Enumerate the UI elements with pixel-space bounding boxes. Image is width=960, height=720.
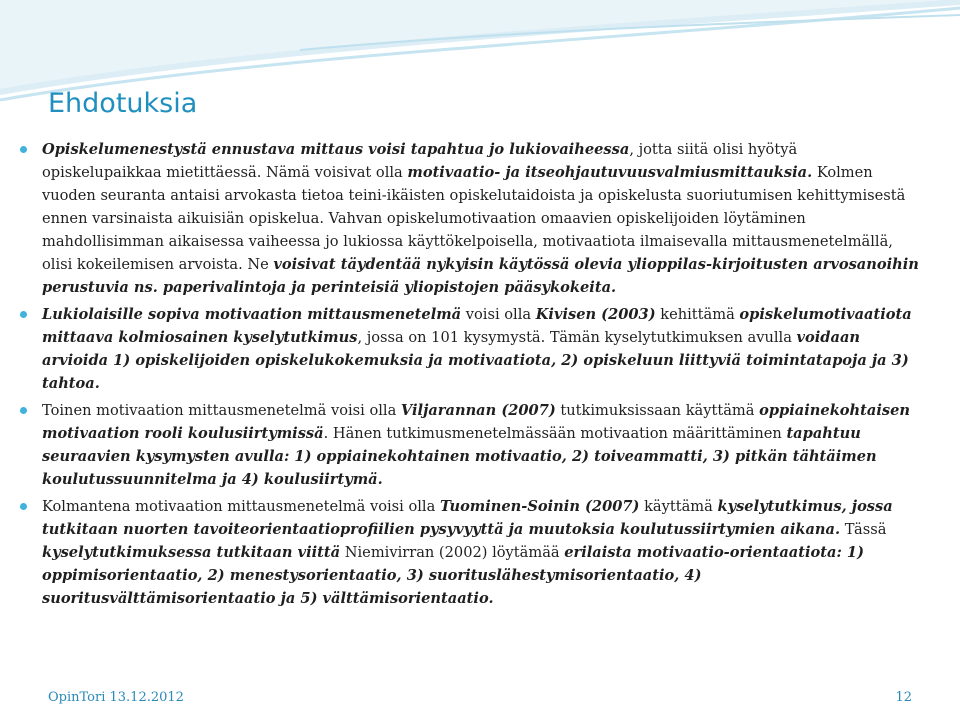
bullet-paragraph [20,303,920,395]
text-segment: erilaista motivaatio-orientaatiota: 1) oppimisorientaatio, 2) menestysorientaatio, 3) suorituslähestymisorientaatio, 4) suoritusvälttämisorientaatio ja 5) välttämisorientaatio. [42,544,864,607]
text-segment: Toinen motivaation mittausmenetelmä voisi olla [42,402,401,419]
text-segment: , jotta siitä olisi hyötyä opiskelupaikkaa mietittäessä. Nämä voisivat olla [42,141,798,181]
text-segment: opiskelumotivaatiota mittaava kolmiosainen kyselytutkimus [42,306,912,346]
text-segment: oppiainekohtaisen motivaation rooli koulusiirtymissä [42,402,910,442]
text-segment: Kolmen vuoden seuranta antaisi arvokasta tietoa teini-ikäisten opiskelutaidoista ja opiskelusta suoriutumisen kehittymisestä ennen varsinaista aikuisiän opiskelua. Vahvan opiskelumotivaation omaavien opiskelijoiden löytäminen mahdollisimman aikaisessa vaiheessa jo lukiossa käyttökelpoisella, motivaatiota ilmaisevalla mittausmenetelmällä, olisi kokeilemisen arvoista. Ne [42,164,906,273]
bullet-dot-icon [20,407,27,414]
slide-body [20,138,920,614]
text-segment: . Hänen tutkimusmenetelmässään motivaation määrittäminen [323,425,787,442]
text-segment: , jossa on 101 kysymystä. Tämän kyselytutkimuksen avulla [357,329,797,346]
bullet-paragraph [20,495,920,610]
text-segment: voisi olla [461,306,536,323]
text-segment: kyselytutkimuksessa tutkitaan viittä [42,544,341,561]
text-segment: voisivat täydentää nykyisin käytössä olevia ylioppilas-kirjoitusten arvosanoihin perustuvia ns. paperivalintoja ja perinteisiä yliopistojen pääsykokeita. [42,256,919,296]
text-segment: Kolmantena motivaation mittausmenetelmä voisi olla [42,498,440,515]
bullet-paragraph [20,399,920,491]
text-segment: Viljarannan (2007) [400,402,556,419]
text-segment: kyselytutkimus, jossa tutkitaan nuorten tavoiteorientaatioprofiilien pysyvyyttä ja muutoksia koulutussiirtymien aikana. [42,498,893,538]
footer-presentation-date: OpinTori 13.12.2012 [48,690,184,705]
text-segment: kehittämä [655,306,740,323]
bullet-paragraph [20,138,920,299]
text-segment: Opiskelumenestystä ennustava mittaus voisi tapahtua jo lukiovaiheessa [42,141,630,158]
text-segment: Niemivirran (2002) löytämää [340,544,565,561]
text-segment: voidaan arvioida 1) opiskelijoiden opiskelukokemuksia ja motivaatiota, 2) opiskeluun liittyviä toimintatapoja ja 3) tahtoa. [42,329,909,392]
text-segment: käyttämä [639,498,718,515]
slide-title: Ehdotuksia [48,88,198,119]
bullet-dot-icon [20,503,27,510]
text-segment: tapahtuu seuraavien kysymysten avulla: 1) oppiainekohtainen motivaatio, 2) toiveammatti, 3) pitkän tähtäimen koulutussuunnitelma ja 4) koulusiirtymä. [42,425,877,488]
text-segment: Kivisen (2003) [535,306,656,323]
footer-page-number: 12 [895,690,912,705]
text-segment: tutkimuksissaan käyttämä [555,402,760,419]
bullet-dot-icon [20,311,27,318]
text-segment: Tuominen-Soinin (2007) [439,498,640,515]
text-segment: motivaatio- ja itseohjautuvuusvalmiusmittauksia. [407,164,813,181]
text-segment: Tässä [840,521,887,538]
bullet-dot-icon [20,146,27,153]
text-segment: Lukiolaisille sopiva motivaation mittausmenetelmä [42,306,462,323]
